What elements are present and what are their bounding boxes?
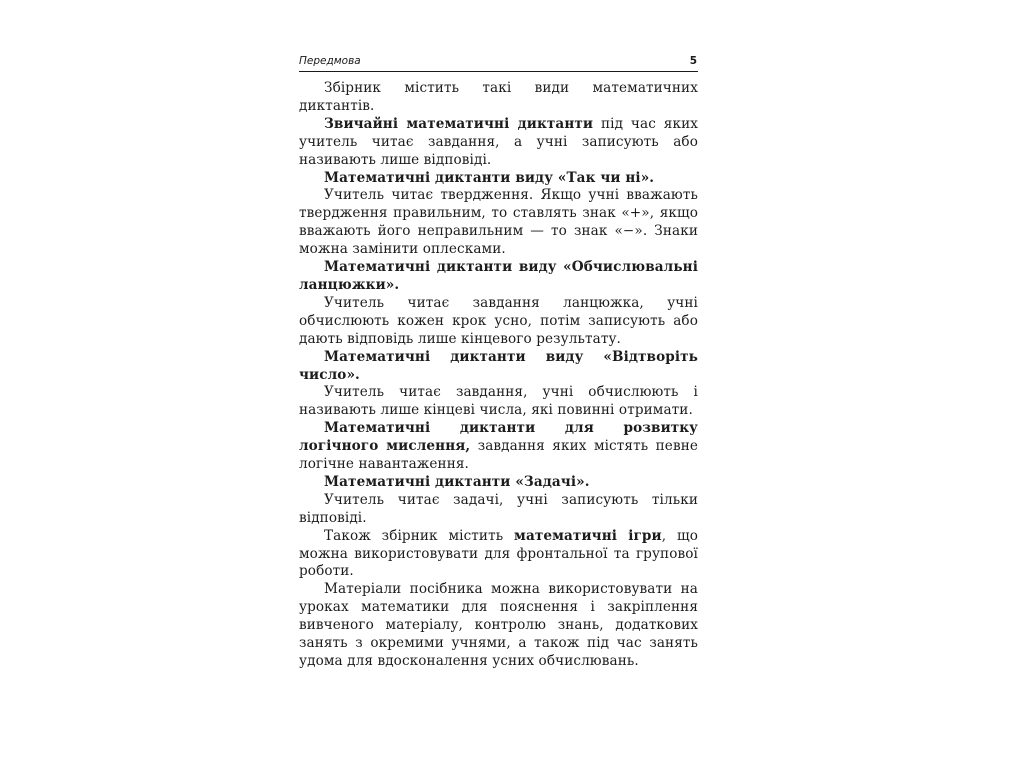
paragraph-text: Учитель читає задачі, учні записують тільки відповіді. — [299, 491, 698, 526]
bold-term: Математичні диктанти виду «Так чи ні». — [324, 169, 655, 186]
paragraph-reproduce-number-description — [299, 384, 698, 420]
paragraph-logic — [299, 420, 698, 474]
paragraph-text: Збірник містить такі види математичних диктантів. — [299, 80, 698, 114]
paragraph-games — [299, 528, 698, 582]
paragraph-text: Учитель читає твердження. Якщо учні вважають твердження правильним, то ставлять знак «+», якщо вважають його неправильним — то знак «−». Знаки можна замінити оплесками. — [299, 187, 698, 258]
page-number: 5 — [689, 55, 697, 67]
paragraph-text: Учитель читає завдання ланцюжка, учні обчислюють кожен крок усно, потім записують або дають відповідь лише кінцевого результату. — [299, 294, 698, 347]
running-header — [299, 54, 698, 72]
bold-term: математичні ігри — [514, 527, 662, 544]
paragraph-chains-description — [299, 295, 698, 349]
section-title: Передмова — [299, 55, 361, 67]
bold-term: Математичні диктанти для розвитку логічного мислення, — [299, 420, 698, 455]
bold-term: Математичні диктанти виду «Обчислювальні ланцюжки». — [299, 259, 698, 293]
paragraph-yes-no-description — [299, 187, 698, 259]
paragraph-problems-heading — [299, 474, 698, 492]
paragraph-text: Також збірник містить — [324, 527, 515, 544]
paragraph-text: , що можна використовувати для фронтальної та групової роботи. — [299, 527, 698, 580]
paragraph-text: Матеріали посібника можна використовувати на уроках математики для пояснення і закріплення вивченого матеріалу, контролю знань, додаткових занять з окремими учнями, а також під час занять удома для вдосконалення усних обчислювань. — [299, 581, 698, 669]
paragraph-problems-description — [299, 492, 698, 528]
bold-term: Математичні диктанти «Задачі». — [324, 473, 590, 490]
body-text — [299, 80, 698, 671]
paragraph-intro — [299, 80, 698, 116]
paragraph-chains-heading — [299, 259, 698, 295]
bold-term: Математичні диктанти виду «Відтворіть число». — [299, 348, 698, 383]
paragraph-usage — [299, 581, 698, 671]
paragraph-reproduce-number-heading — [299, 349, 698, 385]
paragraph-text: Учитель читає завдання, учні обчислюють і називають лише кінцеві числа, які повинні отримати. — [299, 384, 698, 419]
bold-term: Звичайні математичні диктанти — [324, 115, 594, 132]
paragraph-text: під час яких учитель читає завдання, а учні записують або називають лише відповіді. — [299, 115, 699, 168]
paragraph-text: завдання яких містять певне логічне навантаження. — [299, 438, 699, 473]
paragraph-regular-dictations — [299, 116, 698, 170]
paragraph-yes-no-heading — [299, 170, 698, 188]
